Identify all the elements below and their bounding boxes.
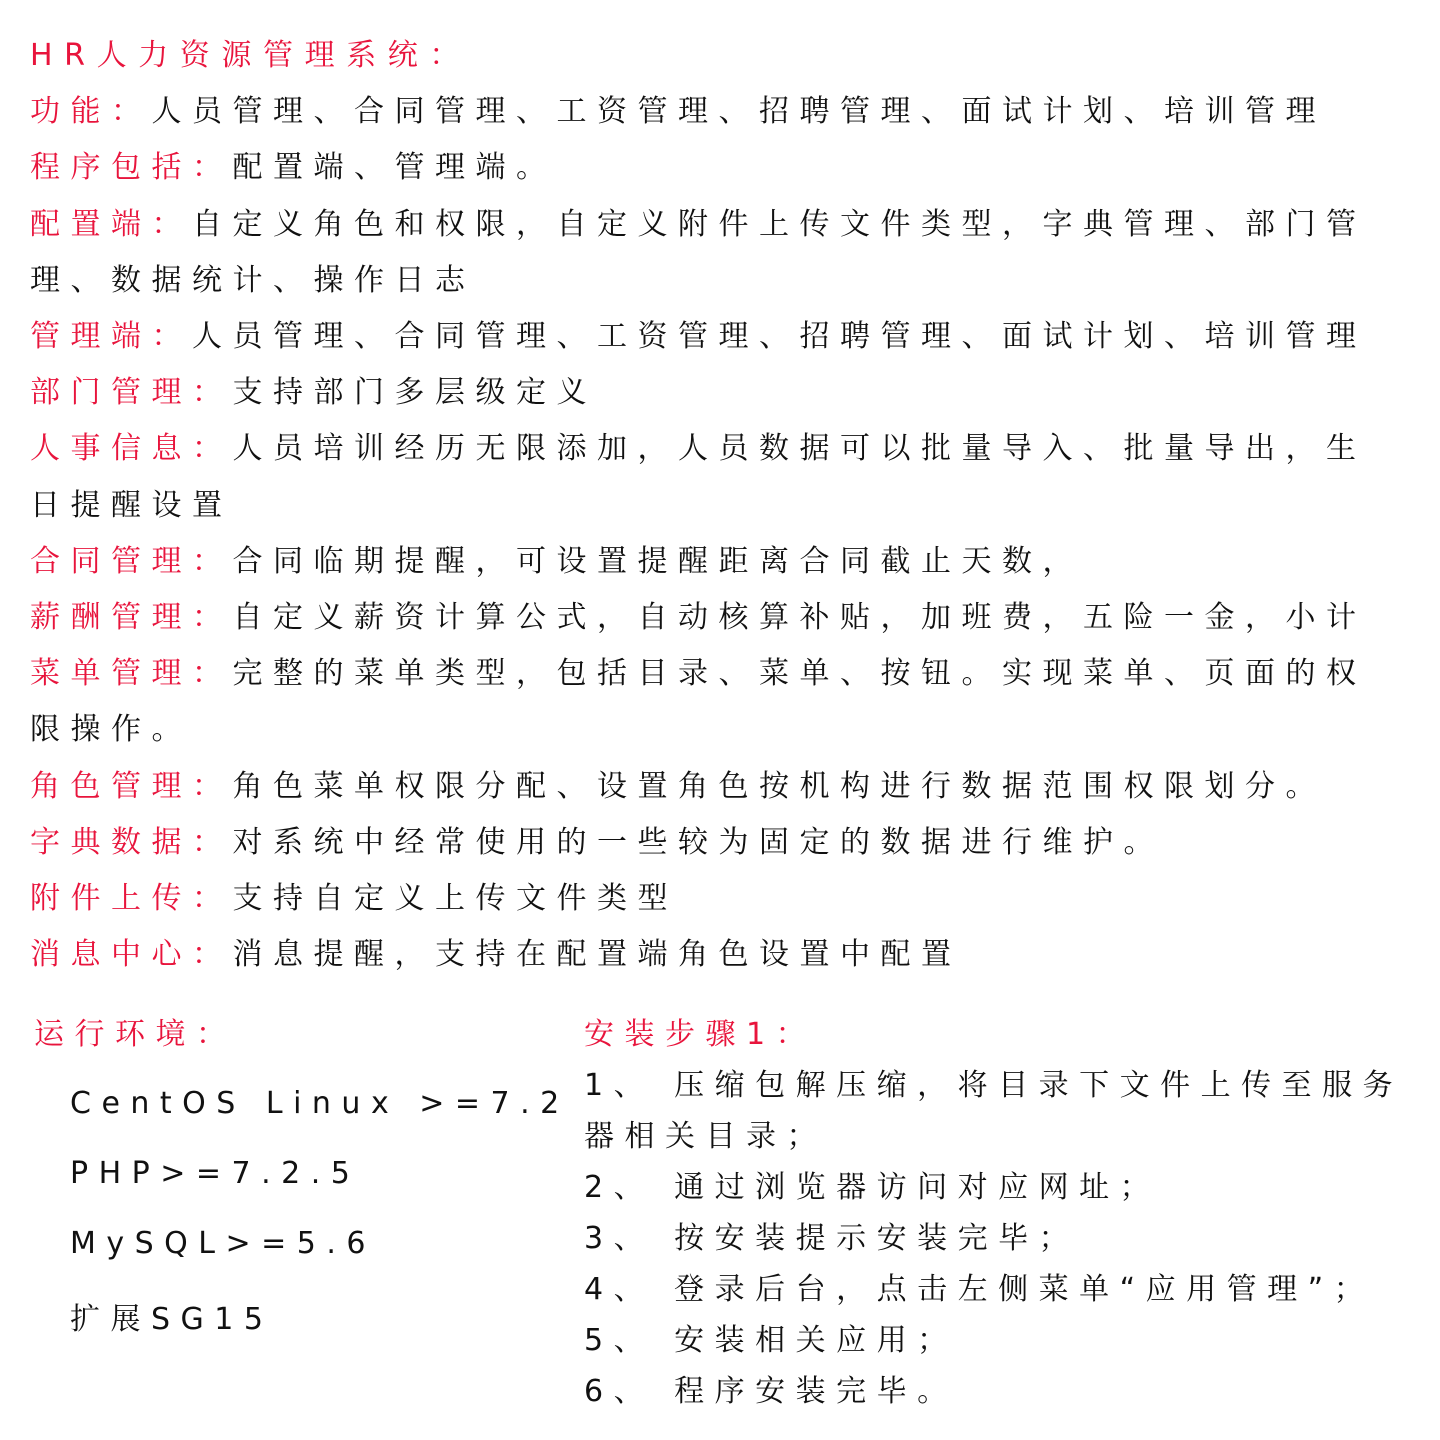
feature-text: 支持自定义上传文件类型 <box>232 881 678 917</box>
install-step: 5、 安装相关应用； <box>584 1323 958 1358</box>
feature-row-salary <box>30 590 1390 646</box>
feature-text: 自定义角色和权限，自定义附件上传文件类型，字典管理、部门管理、数据统计、操作日志 <box>30 206 1367 298</box>
feature-row-program <box>30 140 1390 196</box>
feature-label: 合同管理： <box>30 543 233 579</box>
feature-text: 对系统中经常使用的一些较为固定的数据进行维护。 <box>232 824 1164 860</box>
feature-label: 角色管理： <box>30 768 233 804</box>
feature-text: 完整的菜单类型，包括目录、菜单、按钮。实现菜单、页面的权限操作。 <box>30 656 1367 748</box>
feature-label: 字典数据： <box>30 824 233 860</box>
feature-text: 人员培训经历无限添加，人员数据可以批量导入、批量导出，生日提醒设置 <box>30 431 1367 523</box>
install-title: 安装步骤1： <box>584 1017 817 1052</box>
environment-item: PHP>=7.2.5 <box>70 1156 361 1191</box>
feature-label: 菜单管理： <box>30 656 233 692</box>
feature-label: 管理端： <box>30 319 192 355</box>
feature-text: 人员管理、合同管理、工资管理、招聘管理、面试计划、培训管理 <box>192 319 1367 355</box>
feature-description <box>30 28 1390 983</box>
feature-label: 薪酬管理： <box>30 600 233 636</box>
feature-row-config-end <box>30 197 1390 309</box>
feature-row-message <box>30 927 1390 983</box>
feature-text: 合同临期提醒，可设置提醒距离合同截止天数， <box>232 543 1083 579</box>
feature-row-role <box>30 759 1390 815</box>
feature-row-contract <box>30 534 1390 590</box>
feature-text: 支持部门多层级定义 <box>232 375 597 411</box>
feature-text: 人员管理、合同管理、工资管理、招聘管理、面试计划、培训管理 <box>151 94 1326 130</box>
feature-label: 功能： <box>30 94 152 130</box>
feature-row-department <box>30 365 1390 421</box>
feature-label: 配置端： <box>30 206 192 242</box>
feature-text: 配置端、管理端。 <box>232 150 557 186</box>
install-step: 1、 压缩包解压缩，将目录下文件上传至服务器相关目录； <box>584 1068 1404 1154</box>
runtime-environment <box>34 1010 570 1337</box>
feature-label: 消息中心： <box>30 937 233 973</box>
install-step: 4、 登录后台，点击左侧菜单“应用管理”； <box>584 1272 1375 1307</box>
install-step: 6、 程序安装完毕。 <box>584 1374 958 1409</box>
environment-item: MySQL>=5.6 <box>70 1226 376 1261</box>
feature-row-admin-end <box>30 309 1390 365</box>
environment-item: 扩展SG15 <box>70 1302 274 1337</box>
feature-label: 部门管理： <box>30 375 233 411</box>
feature-text: 角色菜单权限分配、设置角色按机构进行数据范围权限划分。 <box>232 768 1326 804</box>
feature-label: 附件上传： <box>30 881 233 917</box>
feature-row-personnel <box>30 421 1390 533</box>
environment-item: CentOS Linux >=7.2 <box>70 1086 570 1121</box>
install-step: 2、 通过浏览器访问对应网址； <box>584 1170 1161 1205</box>
feature-row-menu <box>30 646 1390 758</box>
feature-text: 消息提醒，支持在配置端角色设置中配置 <box>232 937 962 973</box>
feature-row-attachment <box>30 871 1390 927</box>
feature-label: 程序包括： <box>30 150 233 186</box>
install-step: 3、 按安装提示安装完毕； <box>584 1221 1080 1256</box>
feature-row-dictionary <box>30 815 1390 871</box>
feature-row-functions <box>30 84 1390 140</box>
environment-title: 运行环境： <box>34 1017 237 1052</box>
feature-label: 人事信息： <box>30 431 233 467</box>
feature-text: 自定义薪资计算公式，自动核算补贴，加班费，五险一金，小计 <box>232 600 1367 636</box>
system-title: HR人力资源管理系统： <box>30 38 472 73</box>
install-steps <box>584 1010 1414 1417</box>
